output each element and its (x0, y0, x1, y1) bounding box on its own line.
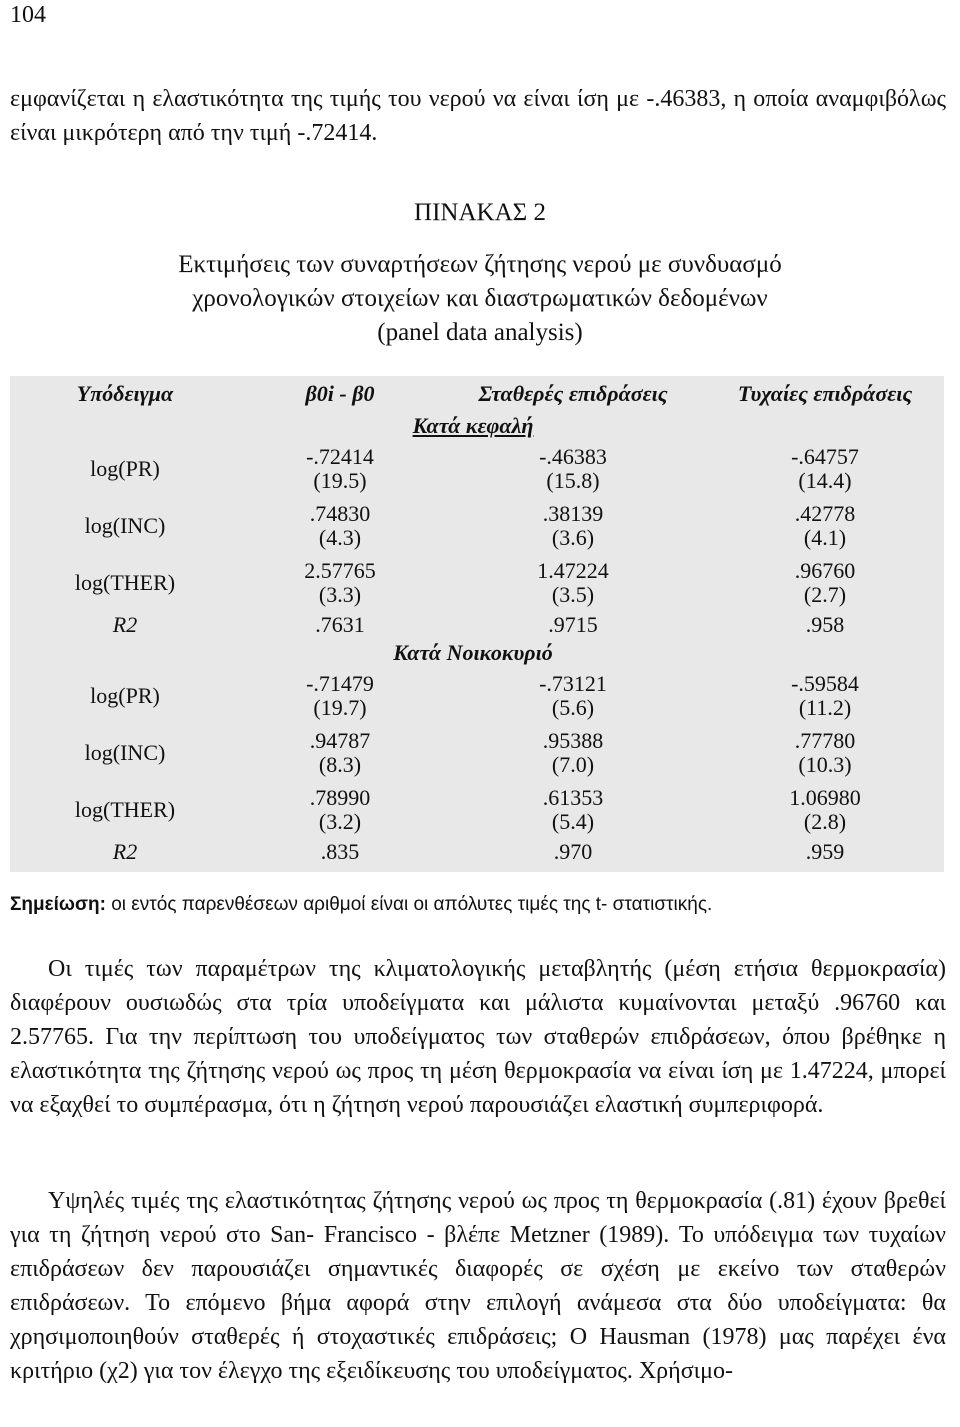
cell: .7631 (315, 612, 365, 637)
table-title-line1: Εκτιμήσεις των συναρτήσεων ζήτησης νερού με συνδυασμό (178, 251, 782, 278)
cell: .42778 (4.1) (794, 500, 856, 550)
note-text: οι εντός παρενθέσεων αριθμοί είναι οι απόλυτες τιμές της t- στατιστικής. (111, 894, 713, 915)
cell: 2.57765 (3.3) (304, 557, 376, 607)
row-label: log(THER) (74, 569, 176, 595)
cell: .61353 (5.4) (542, 784, 604, 834)
cell: -.59584 (11.2) (791, 670, 859, 720)
row-label: log(THER) (74, 796, 176, 822)
table-header-row (10, 376, 944, 412)
cell: 1.06980 (2.8) (789, 784, 861, 834)
table-row (10, 724, 944, 781)
row-label: log(PR) (90, 682, 160, 708)
cell: .9715 (548, 612, 598, 637)
section-title: Κατά Νοικοκυριό (393, 640, 553, 665)
table-row (10, 781, 944, 838)
cell: .95388 (7.0) (542, 727, 604, 777)
cell: .77780 (10.3) (794, 727, 856, 777)
intro-paragraph: εμφανίζεται η ελαστικότητα της τιμής του νερού να είναι ίση με -.46383, η οποία αναμφιβόλως είναι μικρότερη από την τιμή -.72414. (10, 86, 946, 146)
cell: .958 (805, 612, 845, 637)
r2-row (10, 611, 944, 639)
table-row (10, 554, 944, 611)
cell: .835 (320, 839, 360, 864)
table-title-line2: χρονολογικών στοιχείων και διαστρωματικών δεδομένων (192, 285, 768, 312)
cell: .74830 (4.3) (309, 500, 371, 550)
cell: .970 (553, 839, 593, 864)
cell: -.64757 (14.4) (791, 443, 859, 493)
table-row (10, 667, 944, 724)
section-row (10, 412, 944, 440)
header-beta: β0i - β0 (305, 381, 375, 406)
r2-label: R2 (112, 612, 138, 637)
estimates-table (10, 376, 944, 872)
row-label: log(INC) (84, 739, 166, 765)
row-label: log(INC) (84, 512, 166, 538)
cell: .38139 (3.6) (542, 500, 604, 550)
body-paragraph-1: Οι τιμές των παραμέτρων της κλιματολογικής μεταβλητής (μέση ετήσια θερμοκρασία) διαφέρουν ουσιωδώς στα τρία υποδείγματα και μάλιστα κυμαίνονται μεταξύ .96760 και 2.57765. Για την περίπτωση του υποδείγματος των σταθερών επιδράσεων, όπου βρέθηκε η ελαστικότητα της ζήτησης νερού ως προς τη μέση θερμοκρασία να είναι ίση με 1.47224, μπορεί να εξαχθεί το συμπέρασμα, ότι η ζήτηση νερού παρουσιάζει ελαστική συμπεριφορά. (10, 956, 946, 1118)
cell: .959 (805, 839, 845, 864)
table-row (10, 497, 944, 554)
cell: .78990 (3.2) (309, 784, 371, 834)
cell: -.71479 (19.7) (306, 670, 374, 720)
note-label: Σημείωση: (10, 894, 106, 915)
cell: 1.47224 (3.5) (537, 557, 609, 607)
header-fixed-effects: Σταθερές επιδράσεις (478, 381, 668, 406)
r2-row (10, 838, 944, 866)
cell: -.72414 (19.5) (306, 443, 374, 493)
section-row (10, 639, 944, 667)
section-title: Κατά κεφαλή (412, 413, 534, 438)
table-row (10, 440, 944, 497)
table-note (10, 894, 712, 916)
cell: -.46383 (15.8) (539, 443, 607, 493)
row-label: log(PR) (90, 455, 160, 481)
cell: .94787 (8.3) (309, 727, 371, 777)
cell: .96760 (2.7) (794, 557, 856, 607)
header-random-effects: Τυχαίες επιδράσεις (737, 381, 913, 406)
r2-label: R2 (112, 839, 138, 864)
page-number: 104 (10, 2, 46, 28)
table-title-line3: (panel data analysis) (377, 319, 583, 346)
body-paragraph-2: Υψηλές τιμές της ελαστικότητας ζήτησης νερού ως προς τη θερμοκρασία (.81) έχουν βρεθεί για τη ζήτηση νερού στο San- Francisco - βλέπε Metzner (1989). Το υπόδειγμα των τυχαίων επιδράσεων δεν παρουσιάζει σημαντικές διαφορές σε σχέση με εκείνο των σταθερών επιδράσεων. Το επόμενο βήμα αφορά στην επιλογή ανάμεσα στα δύο υποδείγματα: θα χρησιμοποιηθούν σταθερές ή στοχαστικές επιδράσεις; Ο Hausman (1978) μας παρέχει ένα κριτήριο (χ2) για τον έλεγχο της εξειδίκευσης του υποδείγματος. Χρήσιμο- (10, 1188, 946, 1384)
header-model: Υπόδειγμα (76, 381, 174, 406)
table-label: ΠΙΝΑΚΑΣ 2 (414, 199, 546, 226)
cell: -.73121 (5.6) (539, 670, 607, 720)
